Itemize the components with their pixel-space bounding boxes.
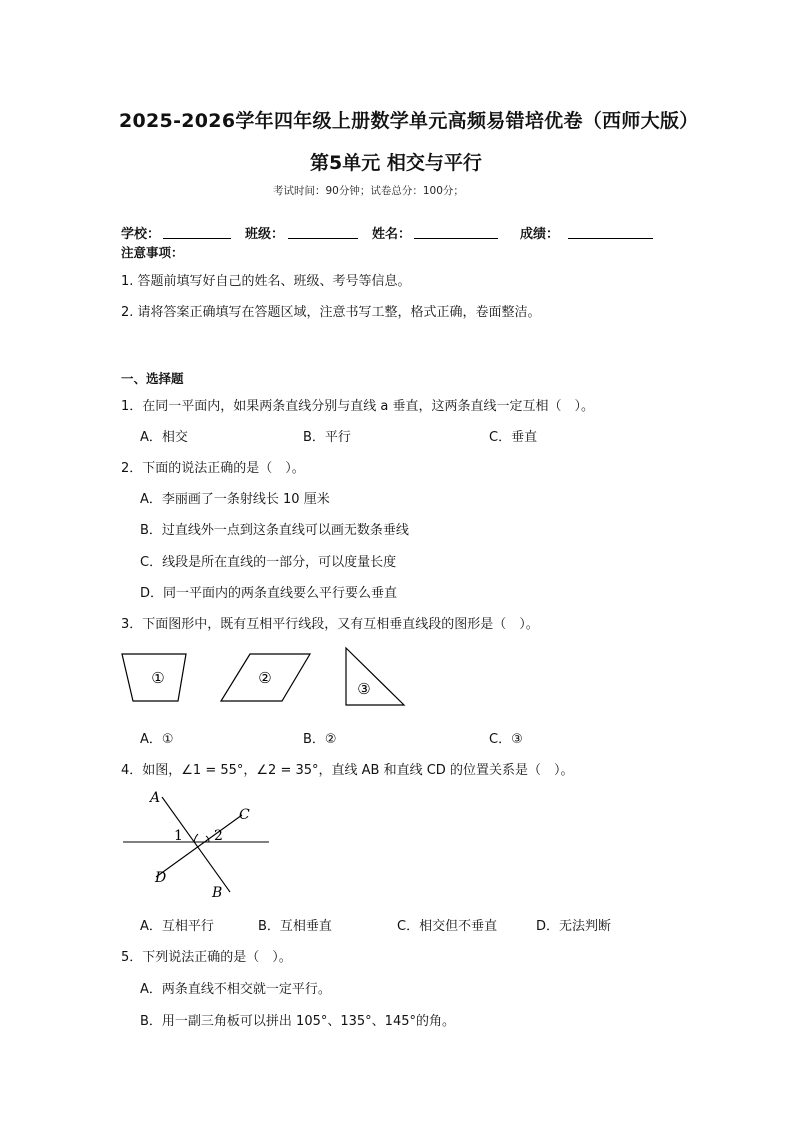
shape-label-2: ② xyxy=(258,669,272,687)
option-a: A．两条直线不相交就一定平行。 xyxy=(140,982,331,997)
shape-label-1: ① xyxy=(151,669,165,687)
note-item: 1. 答题前填写好自己的姓名、班级、考号等信息。 xyxy=(121,274,411,289)
question-stem: 1．在同一平面内，如果两条直线分别与直线 a 垂直，这两条直线一定互相（ ）。 xyxy=(121,399,595,414)
option-c: C．相交但不垂直 xyxy=(397,919,498,934)
shape-label-3: ③ xyxy=(357,680,371,698)
option-a: A．① xyxy=(140,732,174,747)
line-cd xyxy=(156,815,242,877)
option-d: D．同一平面内的两条直线要么平行要么垂直 xyxy=(140,586,398,601)
name-field[interactable] xyxy=(414,238,498,239)
school-label: 学校： xyxy=(121,227,161,242)
option-c: C．垂直 xyxy=(489,430,538,445)
note-item: 2. 请将答案正确填写在答题区域，注意书写工整，格式正确，卷面整洁。 xyxy=(121,305,541,320)
option-c: C．③ xyxy=(489,732,523,747)
point-label-a: A xyxy=(150,790,161,806)
line-ab xyxy=(162,797,230,892)
option-a: A．互相平行 xyxy=(140,919,214,934)
section-heading: 一、选择题 xyxy=(121,371,184,386)
question-stem: 2．下面的说法正确的是（ ）。 xyxy=(121,461,305,476)
option-c: C．线段是所在直线的一部分，可以度量长度 xyxy=(140,555,397,570)
angle-label-2: 2 xyxy=(214,828,223,844)
option-b: B．用一副三角板可以拼出 105°、135°、145°的角。 xyxy=(140,1014,455,1029)
option-a: A．李丽画了一条射线长 10 厘米 xyxy=(140,492,330,507)
school-field[interactable] xyxy=(163,238,231,239)
option-b: B．过直线外一点到这条直线可以画无数条垂线 xyxy=(140,523,409,538)
score-field[interactable] xyxy=(568,238,653,239)
right-triangle-shape xyxy=(346,648,404,705)
option-a: A．相交 xyxy=(140,430,188,445)
shapes-figure xyxy=(116,645,416,715)
point-label-b: B xyxy=(212,885,223,900)
page-title: 2025-2026学年四年级上册数学单元高频易错培优卷（西师大版） xyxy=(119,110,699,132)
question-stem: 5．下列说法正确的是（ ）。 xyxy=(121,950,292,965)
question-stem: 4．如图，∠1 = 55°，∠2 = 35°，直线 AB 和直线 CD 的位置关系是（ ）。 xyxy=(121,763,574,778)
intersecting-lines-figure xyxy=(118,785,278,900)
class-field[interactable] xyxy=(288,238,358,239)
exam-meta: 考试时间：90分钟；试卷总分：100分； xyxy=(273,185,464,197)
option-b: B．平行 xyxy=(303,430,351,445)
score-label: 成绩： xyxy=(520,227,560,242)
class-label: 班级： xyxy=(245,227,285,242)
option-d: D．无法判断 xyxy=(536,919,612,934)
option-b: B．互相垂直 xyxy=(258,919,332,934)
option-b: B．② xyxy=(303,732,337,747)
angle-label-1: 1 xyxy=(174,828,183,844)
angle-1-arc xyxy=(194,834,198,842)
point-label-d: D xyxy=(155,870,167,886)
unit-subtitle: 第5单元 相交与平行 xyxy=(310,152,482,174)
name-label: 姓名： xyxy=(372,227,412,242)
point-label-c: C xyxy=(239,807,250,823)
notes-heading: 注意事项： xyxy=(121,245,184,260)
question-stem: 3．下面图形中，既有互相平行线段，又有互相垂直线段的图形是（ ）。 xyxy=(121,617,539,632)
